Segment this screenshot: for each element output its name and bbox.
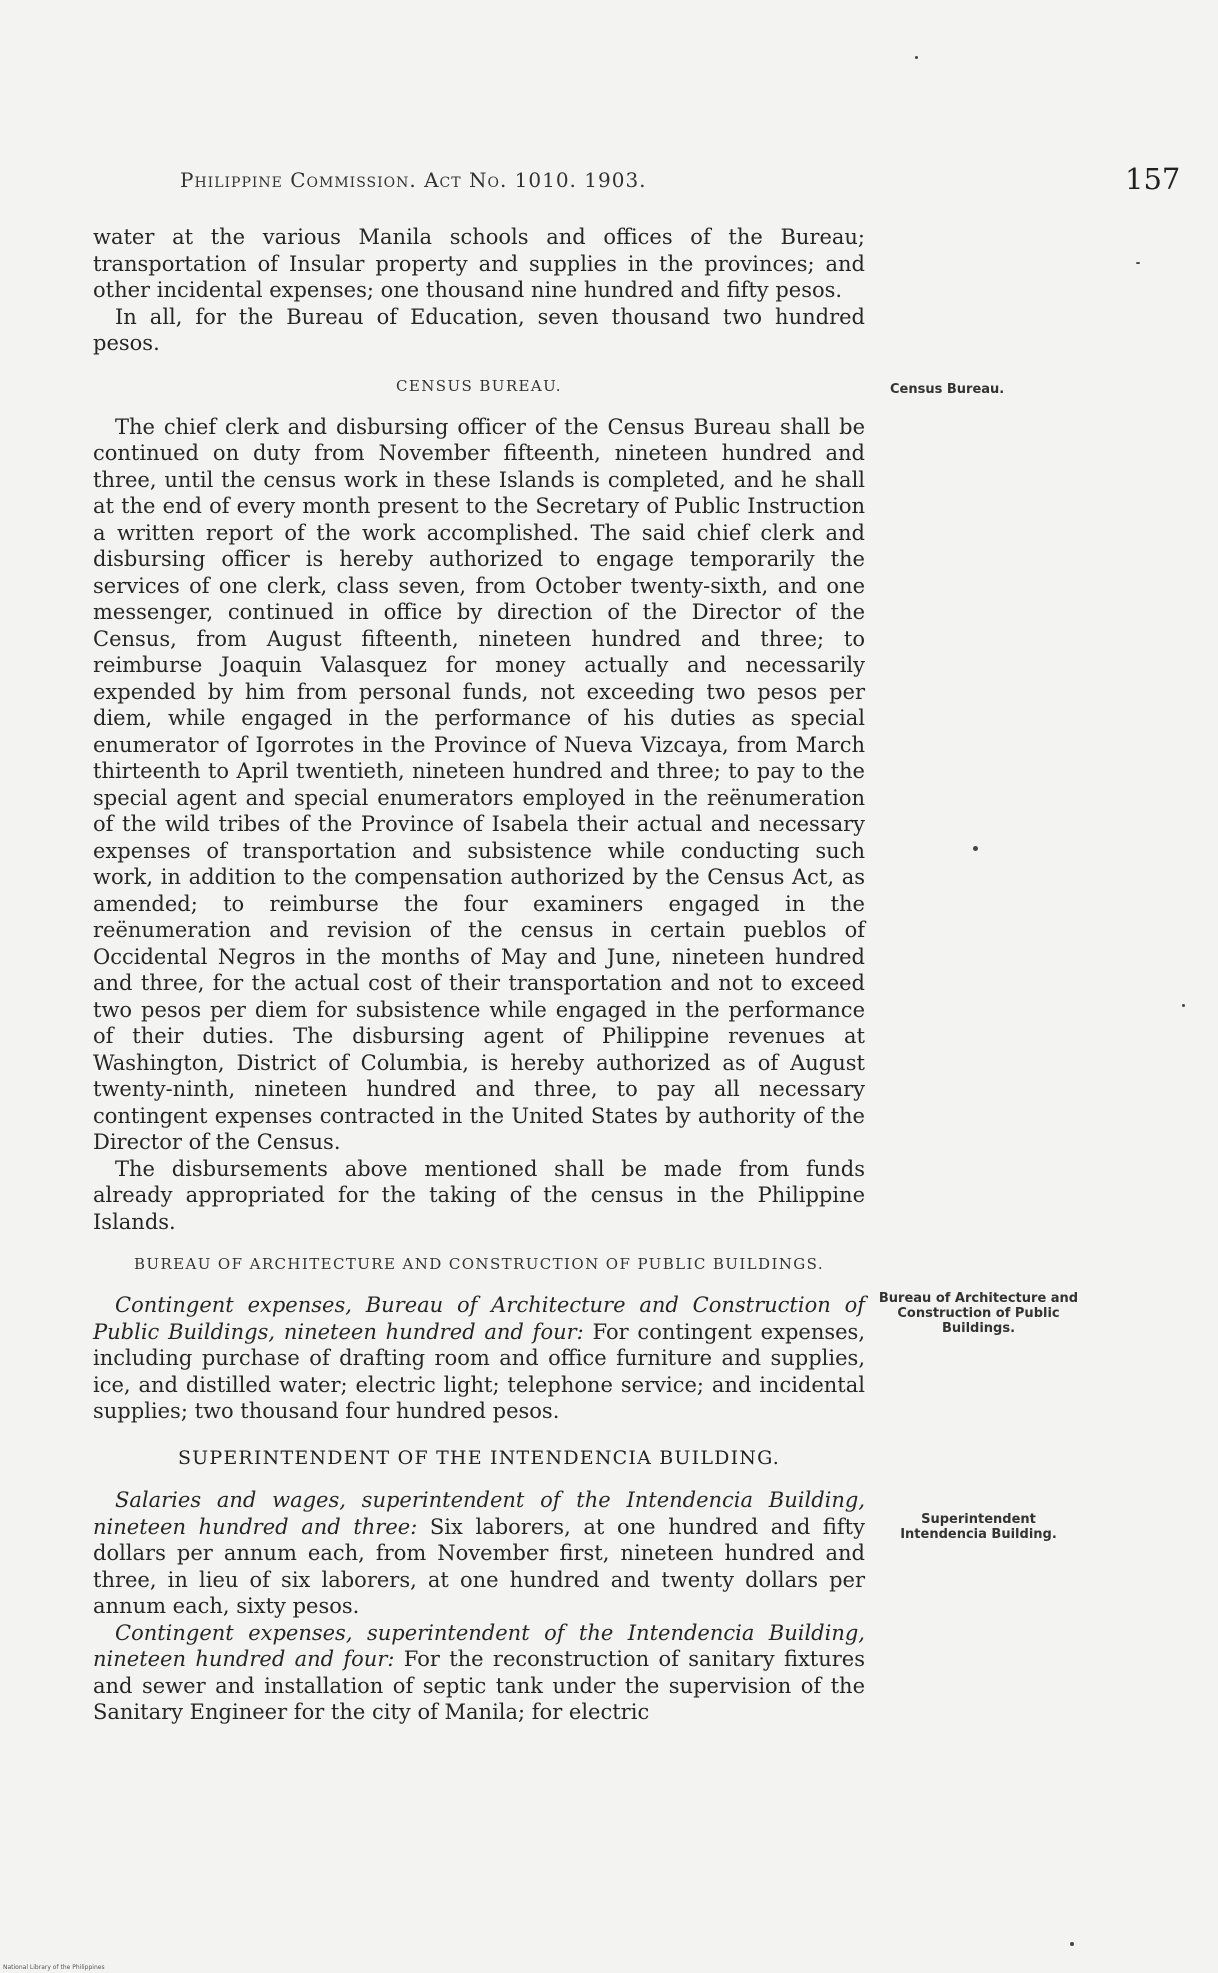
- margin-note-census: Census Bureau.: [890, 382, 1005, 397]
- scan-speck: [1182, 1004, 1185, 1007]
- contingent-text: For the reconstruction of sanitary fixtures and sewer and installation of septic tank under the supervision of the Sanitary Engineer for the city of Manila; for electric: [93, 1647, 865, 1724]
- page-number: 157: [1125, 162, 1181, 196]
- education-total-paragraph: In all, for the Bureau of Education, seven thousand two hundred pesos.: [93, 304, 865, 355]
- continuation-paragraph: water at the various Manila schools and offices of the Bureau; transportation of Insular property and supplies in the provinces; and other incidental expenses; one thousand nine hundred and fifty pesos.: [93, 225, 865, 302]
- salaries-text: Six laborers, at one hundred and fifty dollars per annum each, from November first, nineteen hundred and three, in lieu of six laborers, at one hundred and twenty dollars per annum each, sixty pesos.: [93, 1514, 865, 1618]
- architecture-heading: BUREAU OF ARCHITECTURE AND CONSTRUCTION OF PUBLIC BUILDINGS.: [133, 1255, 824, 1273]
- footer-stamp: National Library of the Philippines: [3, 1964, 105, 1971]
- scan-speck: [1136, 262, 1140, 264]
- scan-speck: [1070, 1942, 1074, 1946]
- scan-speck: [973, 846, 978, 851]
- census-bureau-heading: CENSUS BUREAU.: [396, 376, 562, 395]
- architecture-italic-lead: Contingent expenses, Bureau of Architecture and Construction of Public Buildings, nineteen hundred and four:: [93, 1293, 865, 1344]
- margin-note-architecture: Bureau of Architecture and Construction of Public Buildings.: [878, 1291, 1079, 1336]
- contingent-paragraph: [93, 1620, 865, 1726]
- running-header: Philippine Commission. Act No. 1010. 1903.: [180, 168, 647, 192]
- margin-note-intendencia: Superintendent Intendencia Building.: [900, 1512, 1057, 1542]
- salaries-paragraph: [93, 1487, 865, 1620]
- architecture-paragraph: [93, 1292, 865, 1425]
- body-column: [93, 224, 865, 1726]
- contingent-italic-lead: Contingent expenses, superintendent of the Intendencia Building, nineteen hundred and four:: [93, 1620, 865, 1671]
- architecture-text: For contingent expenses, including purchase of drafting room and office furniture and supplies, ice, and distilled water; electric light; telephone service; and incidental supplies; two thousand four hundred pesos.: [93, 1319, 865, 1423]
- scan-speck: [915, 56, 918, 59]
- intendencia-heading: SUPERINTENDENT OF THE INTENDENCIA BUILDING.: [177, 1446, 781, 1469]
- census-disbursements-paragraph: The disbursements above mentioned shall be made from funds already appropriated for the taking of the census in the Philippine Islands.: [93, 1156, 865, 1234]
- salaries-italic-lead: Salaries and wages, superintendent of the Intendencia Building, nineteen hundred and three:: [93, 1488, 865, 1539]
- census-paragraph: The chief clerk and disbursing officer of the Census Bureau shall be continued on duty from November fifteenth, nineteen hundred and three, until the census work in these Islands is completed, and he shall at the end of every month present to the Secretary of Public Instruction a written report of the work accomplished. The said chief clerk and disbursing officer is hereby authorized to engage temporarily the services of one clerk, class seven, from October twenty-sixth, and one messenger, continued in office by direction of the Director of the Census, from August fifteenth, nineteen hundred and three; to reimburse Joaquin Valasquez for money actually and necessarily expended by him from personal funds, not exceeding two pesos per diem, while engaged in the performance of his duties as special enumerator of Igorrotes in the Province of Nueva Vizcaya, from March thirteenth to April twentieth, nineteen hundred and three; to pay to the special agent and special enumerators employed in the reënumeration of the wild tribes of the Province of Isabela their actual and necessary expenses of transportation and subsistence while conducting such work, in addition to the compensation authorized by the Census Act, as amended; to reimburse the four examiners engaged in the reënumeration and revision of the census in certain pueblos of Occidental Negros in the months of May and June, nineteen hundred and three, for the actual cost of their transportation and not to exceed two pesos per diem for subsistence while engaged in the performance of their duties. The disbursing agent of Philippine revenues at Washington, District of Columbia, is hereby authorized as of August twenty-ninth, nineteen hundred and three, to pay all necessary contingent expenses contracted in the United States by authority of the Director of the Census.: [93, 414, 865, 1154]
